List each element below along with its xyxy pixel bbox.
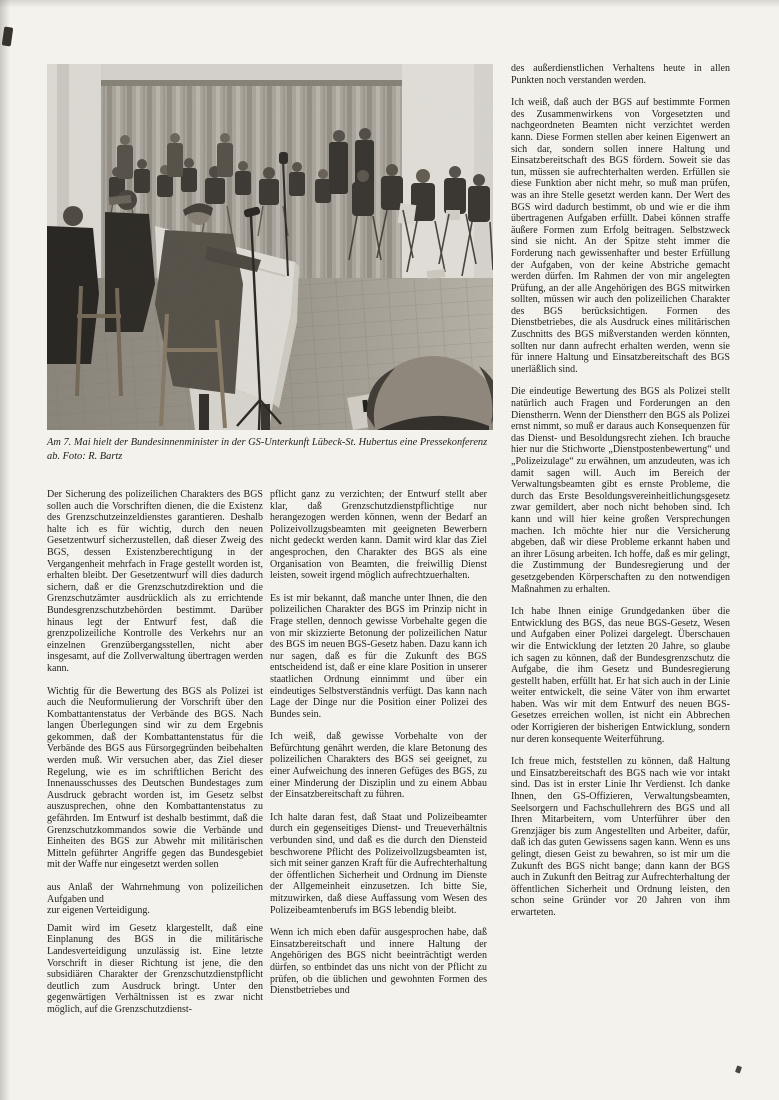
scan-artifact-bottom-right	[735, 1065, 742, 1073]
paragraph: Ich halte daran fest, daß Staat und Polizeibeamter durch ein gegenseitiges Dienst- und Treueverhältnis verbunden sind, und daß es die durch den Diensteid beschworene Pflicht des Polizeivollzugsbeamten ist, sich mit seiner ganzen Kraft für die Aufrechterhaltung der öffentlichen Sicherheit und Ordnung im Dienste der Allgemeinheit einzusetzen. Ich bitte Sie, mitzuwirken, daß diese Auffassung vom Wesen des Polizeibeamtenberufs im BGS lebendig bleibt.	[270, 811, 487, 916]
paragraph: Wenn ich mich eben dafür ausgesprochen habe, daß Einsatzbereitschaft und innere Haltung der Angehörigen des BGS nicht beeinträchtigt werden dürfen, so entbindet das uns nicht von der Pflicht zu prüfen, ob die üblichen und gewohnten Formen des Dienstbetriebes und	[270, 927, 487, 997]
column-left	[47, 489, 263, 1083]
list-line: zur eigenen Verteidigung.	[47, 905, 150, 917]
paragraph: Es ist mir bekannt, daß manche unter Ihnen, die den polizeilichen Charakter des BGS im Prinzip nicht in Frage stellen, dennoch gewisse Vorbehalte gegen die von mir skizzierte Betonung der polizeilichen Natur des BGS im neuen BGS-Gesetz haben. Dazu kann ich nur sagen, daß es für die Zukunft des BGS entscheidend ist, daß er eine klare Position in unserer staatlichen Ordnung einnimmt und über ein eindeutiges Selbstverständnis verfügt. Das kann nach Lage der Dinge nur die Position einer Polizei des Bundes sein.	[270, 592, 487, 720]
paragraph: Ich weiß, daß gewisse Vorbehalte von der Befürchtung genährt werden, die klare Betonung des polizeilichen Charakters des BGS sei geeignet, zu einer Aufweichung des inneren Gefüges des BGS, zu einer Minderung der Disziplin und zu einem Abbau der Einsatzbereitschaft zu führen.	[270, 731, 487, 801]
paragraph: des außerdienstlichen Verhaltens heute in allen Punkten noch verstanden werden.	[511, 63, 730, 86]
column-right	[511, 63, 730, 1083]
paragraph: Die eindeutige Bewertung des BGS als Polizei stellt natürlich auch Fragen und Forderungen an den Dienstherrn. Wenn der Dienstherr den BGS als Polizei ernst nimmt, so muß er daraus auch Konsequenzen für das Dienst- und Besoldungsrecht ziehen. Ich brauche hier nur die Stichworte „Dienstpostenbewertung“ und „Polizeizulage“ zu erwähnen, um anzudeuten, was ich damit sagen will. Auch im Bereich der Verwaltungsbeamten gibt es ernste Probleme, die durch das Erste Besoldungsvereinheitlichungsgesetz zwar gemildert, aber noch nicht behoben sind. Ich kann und will hier keine großen Versprechungen machen. Ich möchte hier nur die Versicherung abgeben, daß wir diese Probleme erkannt haben und an ihrer Lösung arbeiten. Ich hoffe, daß es mir gelingt, die Zustimmung der Bundesregierung und der gesetzgebenden Körperschaften zu den notwendigen Maßnahmen zu erhalten.	[511, 386, 730, 595]
photo-illustration	[47, 64, 493, 430]
column-middle	[270, 489, 487, 1083]
paragraph: Der Sicherung des polizeilichen Charakters des BGS sollen auch die Vorschriften dienen, die die Existenz des Grenzschutzeinzeldienstes garantieren. Deshalb halte ich es für wichtig, durch den neuen Gesetzentwurf sicherzustellen, daß dieser Zweig des BGS, dessen Existenzberechtigung in der Vergangenheit mehrfach in Frage gestellt worden ist, erhalten bleibt. Der Gesetzentwurf will dies dadurch sichern, daß er die Grenzschutzdirektion und die Grenzschutzämter ausdrücklich als zu errichtende Bundesgrenzschutzbehörden bestimmt. Darüber hinaus legt der Entwurf fest, daß die grenzpolizeiliche Kontrolle des Verkehrs nur an einzelnen Grenzübergangsstellen, nicht aber insgesamt, auf die Zollverwaltung übertragen werden kann.	[47, 489, 263, 674]
paragraph: Ich freue mich, feststellen zu können, daß Haltung und Einsatzbereitschaft des BGS nach wie vor intakt sind. Das ist in erster Linie Ihr Verdienst. Ich danke Ihnen, den GS-Offizieren, Verwaltungsbeamten, Seelsorgern und Fachschullehrern des BGS und all Ihren Mitarbeitern, vom Unterführer über den Grenzjäger bis zum Angestellten und Arbeiter, dafür, daß ich das guten Gewissens sagen kann. Wenn es uns gelingt, diesen Geist zu bewahren, so ist mir um die Zukunft des BGS nicht bange; dann kann der BGS auch in Zukunft den Beitrag zur Aufrechterhaltung der öffentlichen Sicherheit und Ordnung leisten, den schon seine Gründer vor 20 Jahren von ihm erwarteten.	[511, 756, 730, 918]
photo-grain	[47, 64, 493, 430]
paragraph: Damit wird im Gesetz klargestellt, daß eine Einplanung des BGS in die militärische Landesverteidigung unzulässig ist. Eine letzte Vorschrift in dieser Richtung ist jene, die den subsidiären Charakter der Grenzschutzdienstpflicht deutlich zum Ausdruck bringt. Unter den gegenwärtigen Verhältnissen ist es zwar nicht möglich, auf die Grenzschutzdienst-	[47, 922, 263, 1015]
press-conference-photo	[47, 64, 493, 430]
paragraph: Ich habe Ihnen einige Grundgedanken über die Entwicklung des BGS, das neue BGS-Gesetz, Wesen und Aufgaben einer Polizei dargelegt. Überschauen wir die Entwicklung der letzten 20 Jahre, so glaube ich sagen zu können, daß der Bundesgrenzschutz die Aufgabe, die ihm Gesetz und Bundesregierung gestellt haben, erfüllt hat. Er hat sich auch in der Linie weiter entwickelt, die seine Väter von ihm erwartet haben. Was wir mit dem Entwurf des neuen BGS-Gesetzes erreichen wollen, ist nicht ein Abbrechen oder Korrigieren der bisherigen Entwicklung, sondern nur deren konsequente Weiterführung.	[511, 606, 730, 745]
paragraph: Wichtig für die Bewertung des BGS als Polizei ist auch die Neuformulierung der Vorschrift über den Kombattantenstatus der Verbände des BGS. Nach langen Überlegungen sind wir zu dem Ergebnis gekommen, daß der Kombattantenstatus für die Verbände des BGS aus Fürsorgegründen beibehalten werden muß. Wir versuchen aber, das Ziel dieser Regelung, wie es im schriftlichen Bericht des Innenausschusses des Deutschen Bundestages zum Ausdruck gebracht worden ist, im Gesetz selbst auszusprechen, ohne den Kombattantenstatus zu gefährden. Im Entwurf ist deshalb bestimmt, daß die Grenzschutzkommandos sowie die Verbände und Einheiten des BGS zur Abwehr mit militärischen Mitteln geführter Angriffe gegen das Bundesgebiet mit der Waffe nur eingesetzt werden sollen	[47, 685, 263, 871]
list-line: aus Anlaß der Wahrnehmung von polizeilichen Aufgaben und	[47, 882, 263, 905]
paragraph: pflicht ganz zu verzichten; der Entwurf stellt aber klar, daß Grenzschutzdienstpflichtige nur herangezogen werden können, wenn der Bedarf an Polizeivollzugsbeamten mit geeigneten Bewerbern nicht gedeckt werden kann. Damit wird klar das Ziel angesprochen, den Charakter des BGS als eine Organisation von Beamten, die freiwillig Dienst leisten, soweit irgend möglich aufrechtzuerhalten.	[270, 489, 487, 582]
paragraph: Ich weiß, daß auch der BGS auf bestimmte Formen des Zusammenwirkens von Vorgesetzten und nachgeordneten Beamten nicht verzichtet werden kann. Diese Formen stellen aber keinen Eigenwert an sich dar, sondern sollen innere Haltung und Einsatzbereitschaft des BGS fördern. Soweit sie das tun, müssen sie aufrechterhalten werden. Erfüllen sie diese Funktion aber nicht mehr, so muß man prüfen, was an ihre Stelle gesetzt werden kann. Der Wert des BGS wird dadurch bestimmt, ob und wie er die ihm übertragenen Aufgaben erfüllt. Dabei können straffe äußere Formen zum Erfolg beitragen. Selbstzweck sind sie nicht. An der Spitze steht immer die Forderung nach gewissenhafter und bester Erfüllung der Aufgaben, von der keine Abstriche gemacht werden dürfen. Im Rahmen der von mir angelegten Prüfung, an der alle Angehörigen des BGS mitwirken sollten, müssen wir auch den polizeilichen Charakter des BGS berücksichtigen. Formen des Dienstbetriebes, die als Ausdruck eines militärischen Zuschnitts des BGS mißverstanden werden könnten, sollten nur dann aufrecht erhalten werden, wenn sie für innere Haltung und Einsatzbereitschaft des BGS unerläßlich sind.	[511, 97, 730, 375]
photo-caption: Am 7. Mai hielt der Bundesinnenminister in der GS-Unterkunft Lübeck-St. Hubertus eine Pressekonferenz ab. Foto: R. Bartz	[47, 437, 488, 462]
scan-artifact-top-left	[2, 26, 14, 46]
